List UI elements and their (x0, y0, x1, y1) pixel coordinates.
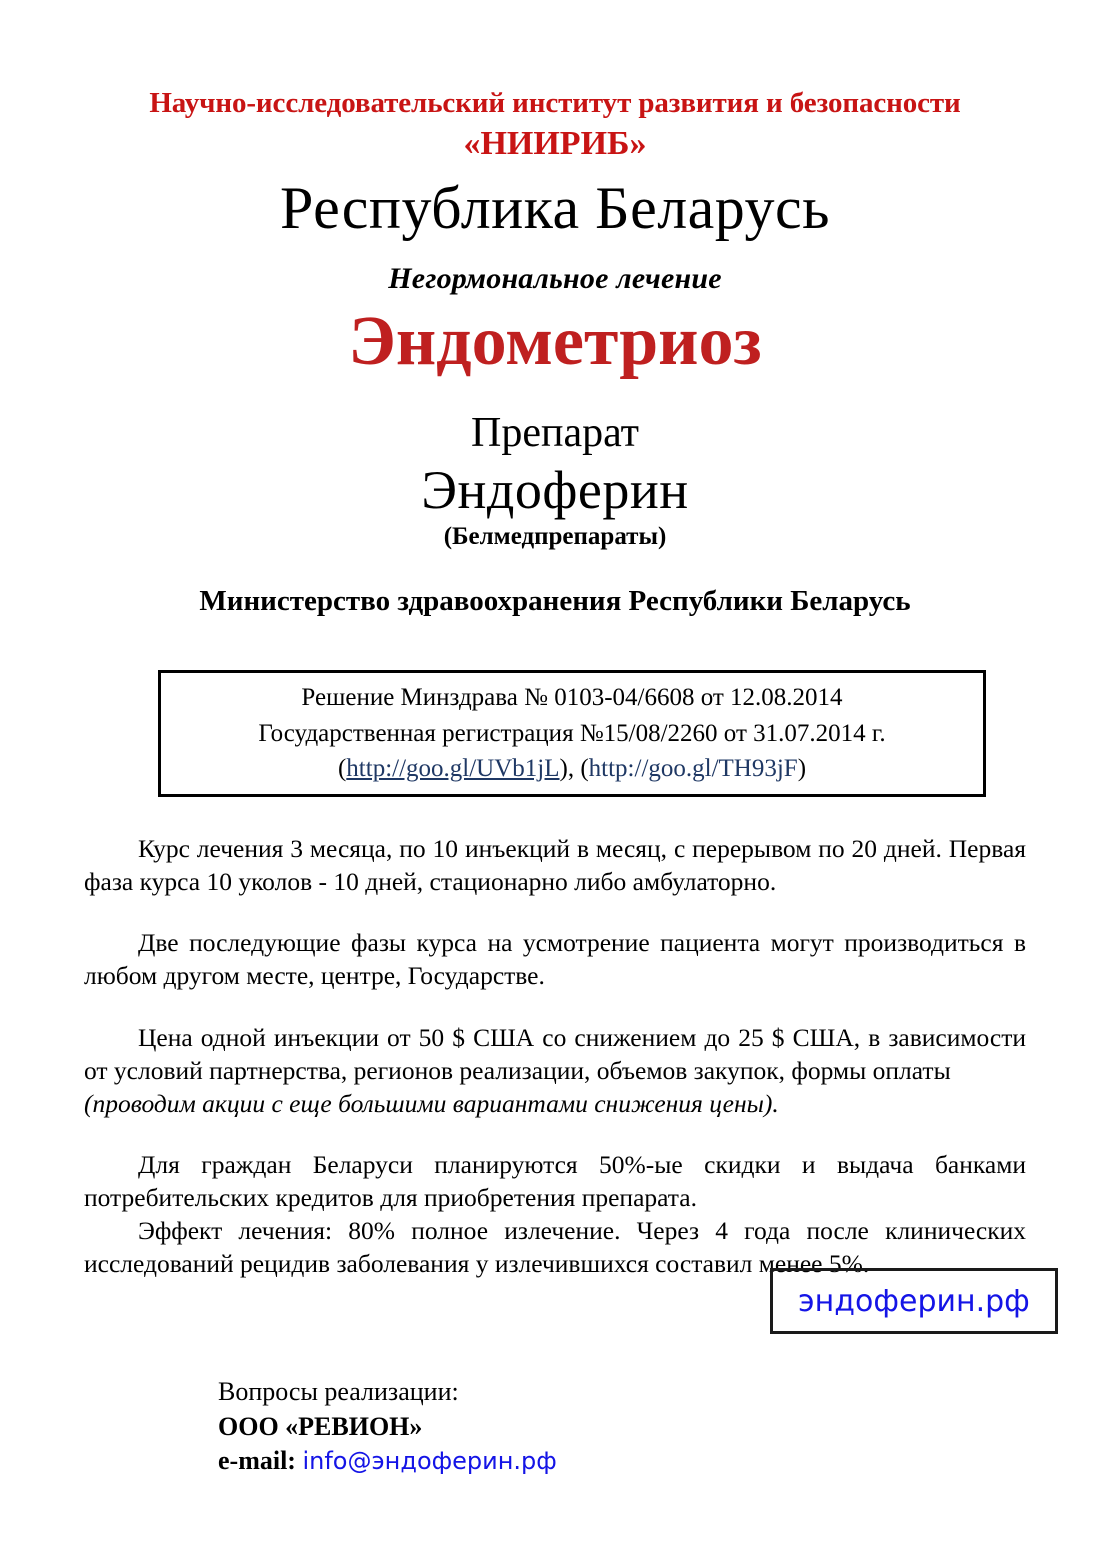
contact-heading: Вопросы реализации: (218, 1377, 459, 1406)
links-prefix: ( (337, 755, 347, 783)
email-row (218, 1444, 818, 1479)
drug-manufacturer: (Белмедпрепараты) (443, 522, 667, 550)
drug-name: Эндоферин (421, 459, 689, 520)
ministry-line: Министерство здравоохранения Республики Беларусь (199, 584, 911, 617)
registration-number: Государственная регистрация №15/08/2260 от 31.07.2014 г. (258, 719, 886, 747)
disease-title: Эндометриоз (348, 302, 762, 380)
registration-link-2[interactable]: http://goo.gl/TH93jF (588, 755, 798, 783)
links-middle: ), ( (559, 755, 589, 783)
email-value[interactable]: info@эндоферин.рф (302, 1447, 557, 1476)
paragraph-effect: Эффект лечения: 80% полное излечение. Через 4 года после клинических исследований рецидив заболевания у излечившихся составил менее 5%. (84, 1216, 1026, 1279)
price-main-text: Цена одной инъекции от 50 $ США со снижением до 25 $ США, в зависимости от условий партнерства, регионов реализации, объемов закупок, формы оплаты (84, 1022, 1026, 1085)
registration-box (158, 670, 986, 797)
registration-link-1[interactable]: http://goo.gl/UVb1jL (346, 755, 560, 783)
price-promo-note: (проводим акции с еще большими вариантами снижения цены). (84, 1088, 779, 1118)
website-box[interactable] (770, 1268, 1058, 1334)
email-label: e-mail: (218, 1446, 296, 1476)
body-content (84, 832, 1026, 1281)
organization-abbreviation: «НИИРИБ» (463, 125, 647, 163)
registration-links (338, 751, 806, 787)
treatment-kind-subtitle: Негормональное лечение (388, 261, 722, 295)
links-suffix: ) (797, 755, 807, 783)
registration-decision: Решение Минздрава № 0103-04/6608 от 12.08.2014 (301, 684, 843, 712)
paragraph-course: Курс лечения 3 месяца, по 10 инъекций в месяц, с перерывом по 20 дней. Первая фаза курса 10 уколов - 10 дней, стационарно либо амбулаторно. (84, 834, 1026, 897)
drug-label: Препарат (471, 409, 639, 456)
paragraph-discounts: Для граждан Беларуси планируются 50%-ые скидки и выдача банками потребительских кредитов для приобретения препарата. (84, 1149, 1026, 1213)
paragraph-price (84, 1021, 1026, 1120)
organization-name: Научно-исследовательский институт развития и безопасности (149, 87, 961, 119)
company-name: ООО «РЕВИОН» (218, 1411, 423, 1441)
website-url[interactable]: эндоферин.рф (798, 1283, 1030, 1319)
footer-contacts (218, 1375, 818, 1479)
paragraph-phases: Две последующие фазы курса на усмотрение пациента могут производиться в любом другом месте, центре, Государстве. (84, 928, 1026, 991)
country-title: Республика Беларусь (280, 174, 830, 241)
